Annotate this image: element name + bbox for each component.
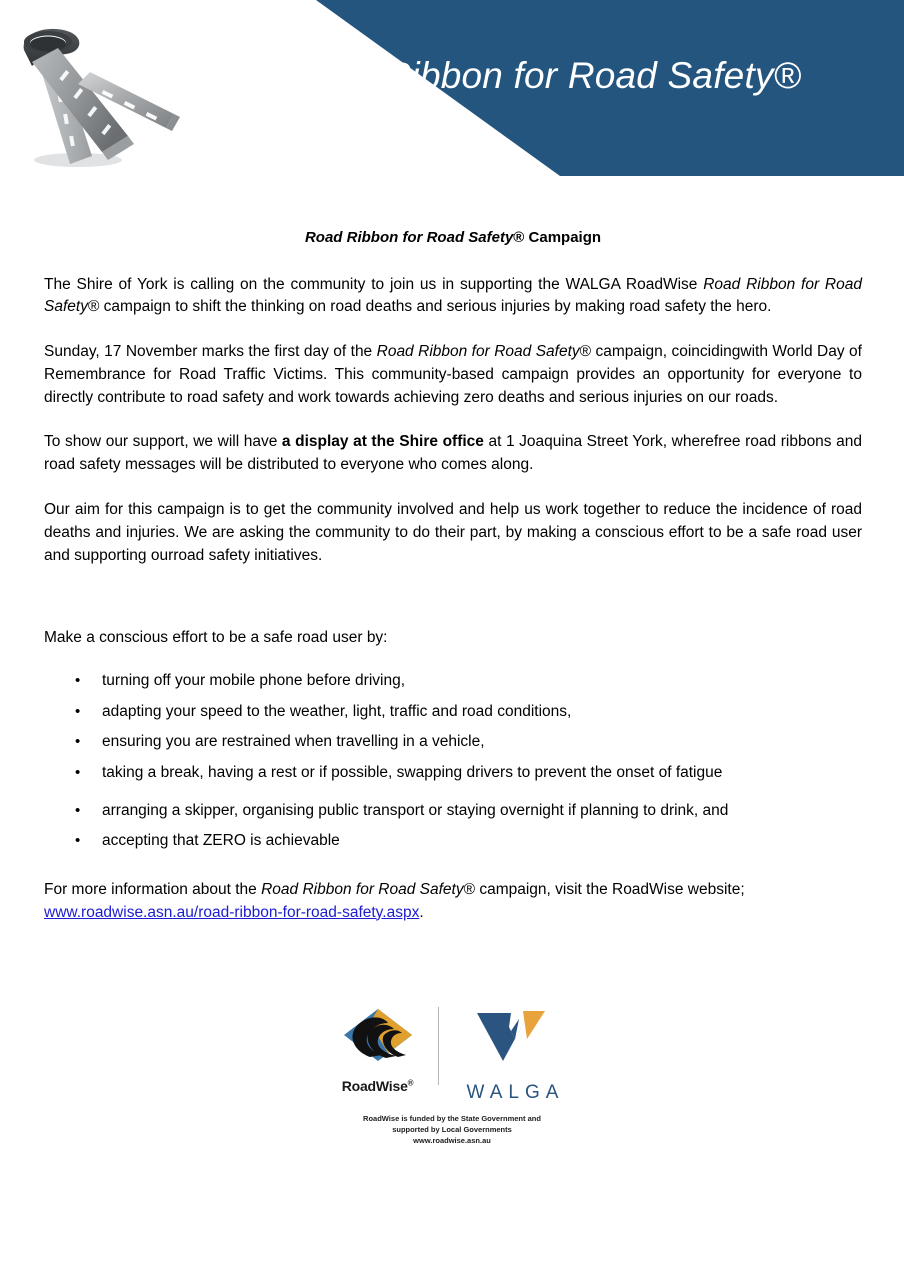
safe-road-user-list [44, 670, 862, 853]
list-item [44, 830, 862, 852]
paragraph-2 [44, 341, 862, 409]
list-item [44, 670, 862, 692]
paragraph-4: Our aim for this campaign is to get the community involved and help us work together to reduce the incidence of road deaths and injuries. We are asking the community to do their part, by making a conscious effort to be a safe road user and supporting ourroad safety initiatives. [44, 500, 862, 564]
closing-part-3: . [419, 903, 424, 921]
campaign-heading-rest: ® Campaign [513, 229, 602, 246]
list-item [44, 701, 862, 723]
walga-wordmark: WALGA [466, 1082, 565, 1103]
road-ribbon-icon [6, 18, 206, 178]
walga-logo-block [461, 1005, 565, 1104]
page-header-banner [0, 0, 904, 180]
list-item [44, 762, 862, 784]
list-lead-in: Make a conscious effort to be a safe road user by: [44, 629, 388, 647]
paragraph-3-part-1: To show our support, we will have [44, 433, 282, 451]
bullet-point-icon: • [75, 733, 81, 751]
list-item-label: ensuring you are restrained when travelling in a vehicle, [102, 733, 485, 751]
campaign-heading-italic: Road Ribbon for Road Safety [304, 229, 514, 246]
footer-logos [0, 1005, 904, 1147]
paragraph-3 [44, 431, 862, 477]
logo-row [0, 1005, 904, 1104]
logo-divider [438, 1007, 439, 1085]
list-item-label: accepting that ZERO is achievable [102, 832, 340, 850]
paragraph-2-part-1: Sunday, 17 November marks the first day of the [44, 343, 377, 361]
roadwise-wordmark-text: RoadWise [341, 1078, 408, 1094]
list-item [44, 800, 862, 822]
roadwise-registered-mark: ® [407, 1078, 414, 1088]
footer-note-url: www.roadwise.asn.au [413, 1135, 491, 1145]
list-item-label: turning off your mobile phone before driving, [102, 672, 406, 690]
bullet-point-icon: • [75, 832, 81, 850]
bullet-point-icon: • [75, 763, 81, 781]
closing-paragraph [44, 879, 862, 925]
closing-part-1: For more information about the [44, 880, 262, 898]
footer-note-line-2: supported by Local Governments [392, 1124, 512, 1134]
paragraph-1-italic-1: Road Ribbon for Road Safety [44, 275, 862, 316]
section-spacer [44, 589, 862, 627]
paragraph-1 [44, 274, 862, 320]
list-item [44, 731, 862, 753]
list-item-label: adapting your speed to the weather, light, traffic and road conditions, [102, 702, 572, 720]
walga-logo-icon [471, 1005, 553, 1076]
closing-part-2: ® campaign, visit the RoadWise website; [463, 880, 745, 898]
footer-note-line-1: RoadWise is funded by the State Government and [363, 1114, 541, 1123]
page-title: Road Ribbon for Road Safety® [284, 54, 802, 96]
paragraph-3-part-2: at 1 Joaquina Street York, wherefree road ribbons and road safety messages will be distributed to everyone who comes along. [44, 433, 862, 474]
campaign-heading [44, 228, 862, 248]
document-body [44, 228, 862, 924]
roadwise-logo-block [340, 1005, 416, 1094]
footer-funding-note [0, 1114, 904, 1147]
list-item-label: arranging a skipper, organising public transport or staying overnight if planning to drink, and [102, 801, 729, 819]
paragraph-2-part-2: ® campaign, coincidingwith World Day of Remembrance for Road Traffic Victims. This community-based campaign provides an opportunity for everyone to directly contribute to road safety and work towards achieving zero deaths and serious injuries on our roads. [44, 343, 862, 406]
paragraph-1-part-1: The Shire of York is calling on the community to join us in supporting the WALGA RoadWise [44, 275, 704, 293]
closing-italic-1: Road Ribbon for Road Safety [261, 880, 464, 898]
paragraph-1-part-2: ® campaign to shift the thinking on road deaths and serious injuries by making road safety the hero. [87, 298, 772, 316]
roadwise-campaign-link[interactable]: www.roadwise.asn.au/road-ribbon-for-road-safety.aspx [44, 903, 420, 921]
roadwise-logo-icon [340, 1005, 416, 1076]
bullet-point-icon: • [75, 672, 81, 690]
bullet-point-icon: • [75, 702, 81, 720]
bullet-point-icon: • [75, 801, 81, 819]
paragraph-3-bold-1: a display at the Shire office [281, 433, 484, 451]
list-item-label: taking a break, having a rest or if possible, swapping drivers to prevent the onset of fatigue [102, 763, 723, 781]
roadwise-wordmark [342, 1078, 414, 1094]
paragraph-2-italic-1: Road Ribbon for Road Safety [376, 343, 580, 361]
